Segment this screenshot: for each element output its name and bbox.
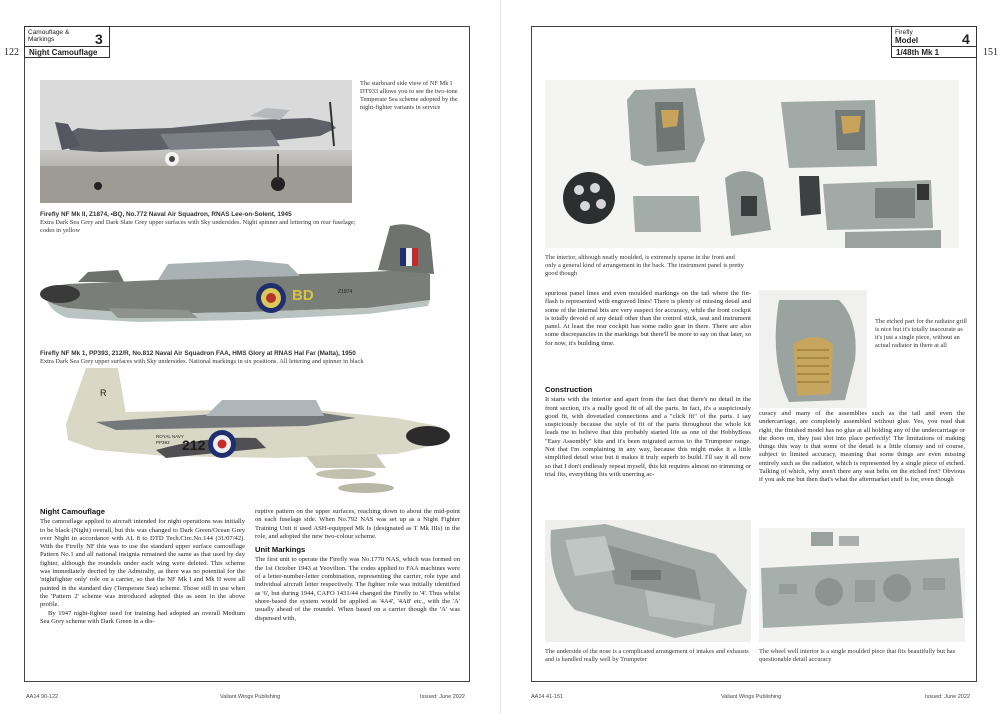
chapter-number: 4 <box>962 31 970 47</box>
subsection-name: Model <box>895 36 919 45</box>
section-subheading: 1/48th Mk 1 <box>892 46 976 59</box>
aircraft-photo-art <box>40 80 352 203</box>
aircraft-photo <box>40 80 352 203</box>
section-name: Camouflage & Markings <box>28 29 70 43</box>
profile-1-title: Firefly NF Mk II, Z1874, •BQ, No.772 Naval Air Squadron, RNAS Lee-on-Solent, 1945 <box>40 211 292 218</box>
column-2-continued-text: ruptive pattern on the upper surfaces, reaching down to about the mid-point on each fuselage side. When No.792 NAS was set up as a Night Fighter Training Unit it used ASH-equipped Mk Is (designated as T Mk IIIs) in the role, and adopted the new two-colour scheme. <box>255 508 460 540</box>
photo-caption: The starboard side view of NF Mk I DT933 allows you to see the two-tone Temperate Sea scheme adopted by the night-fighter variants in service <box>360 80 458 111</box>
interior-parts-photo <box>545 80 959 248</box>
profile-2-art <box>56 364 456 502</box>
profile-2-fin-letter: R <box>100 388 107 398</box>
radiator-art <box>759 290 867 408</box>
profile-2-code: 212 <box>182 437 206 453</box>
profile-1-serial: Z1874 <box>338 289 353 295</box>
nose-underside-photo <box>545 520 751 642</box>
footer-publisher: Valiant Wings Publishing <box>220 694 281 700</box>
night-camouflage-text-2: By 1947 night-fighter used for training had adopted an overall Medium Sea Grey scheme with Dark Green in a dis- <box>40 609 245 625</box>
page-number: 151 <box>983 47 998 58</box>
chapter-number: 3 <box>95 31 103 47</box>
profile-2-title: Firefly NF Mk 1, PP393, 212/R, No.812 Naval Air Squadron FAA, HMS Glory at RNAS Hal Far (Malta), 1950 <box>40 350 356 357</box>
footer-publisher: Valiant Wings Publishing <box>721 694 782 700</box>
chapter-header <box>891 26 977 58</box>
unit-markings-text: The first unit to operate the Firefly was No.1770 NAS, which was formed on the 1st October 1943 at Yeovilton. The codes applied to FAA machines were of a letter-number-letter combination, representing the carrier, role type and individual aircraft letter respectively. The fighter role was initially identified as '6', but during 1944, CAFO 1431/44 changed the Firefly to '4'. Thus whilst shore-based the system would be applied as '4A4', '4A8' etc., with the 'A' usually ahead of the roundel. When based on a carrier though the 'A' was dispensed with, <box>255 556 460 622</box>
nose-underside-art <box>545 520 751 642</box>
wheel-well-art <box>759 528 965 642</box>
body-column-b <box>545 386 751 479</box>
body-column-c: curacy and many of the assemblies such as the tail and even the undercarriage, are completely assembled without glue. Yes, you read that right, the finished model has no glue at all holding any of the undercarriage or the doors on, they just slot into place perfectly! The limitations of making things this way is that some of the detail is a little clumsy and of course, subject to limited accuracy, meaning that some things are even missing entirely such as the radiator, which is represented by a single piece of etched. Talking of which, why aren't there any seat belts on the etched fret? Obvious if you ask me but then that's what the aftermarket stuff is for, even though <box>759 410 965 484</box>
profile-1-code: BD <box>292 287 314 304</box>
profile-1-illustration <box>38 220 438 332</box>
body-column-2 <box>255 508 460 623</box>
wheel-well-caption: The wheel well interior is a single moulded piece that fits beautifully but has questionable detail accuracy <box>759 648 956 663</box>
profile-2-navy-text: ROYAL NAVY <box>156 434 184 439</box>
body-column-1 <box>40 508 245 626</box>
wheel-well-photo <box>759 528 965 642</box>
section-name: Firefly <box>895 29 913 36</box>
page-number: 122 <box>4 47 19 58</box>
footer-code: AA14 41-151 <box>531 694 564 700</box>
footer-issue: Issued: June 2022 <box>420 694 465 700</box>
right-page <box>500 0 1000 714</box>
profile-2-serial: PP393 <box>156 440 170 445</box>
chapter-header <box>24 26 110 58</box>
radiator-photo <box>759 290 867 408</box>
construction-heading: Construction <box>545 385 593 394</box>
section-subheading: Night Camouflage <box>25 46 109 59</box>
nose-caption: The underside of the nose is a complicated arrangement of intakes and exhausts and is handled really well by Trumpeter <box>545 648 749 663</box>
interior-parts-art <box>545 80 959 248</box>
profile-1-text: Extra Dark Sea Grey and Dark Slate Grey upper surfaces with Sky undersides. Night spinner and lettering on rear fuselage; codes in yellow <box>40 219 356 234</box>
profile-1-art <box>38 220 438 332</box>
unit-markings-heading: Unit Markings <box>255 545 306 555</box>
footer-issue: Issued: June 2022 <box>925 694 970 700</box>
night-camouflage-heading: Night Camouflage <box>40 507 105 516</box>
footer-code: AA14 90-122 <box>26 694 59 700</box>
profile-2-illustration <box>56 364 456 502</box>
interior-caption: The interior, although neatly moulded, is extremely sparse in the front and only a general kind of arrangement in the back. The instrument panel is pretty good though <box>545 254 744 277</box>
night-camouflage-text: The camouflage applied to aircraft intended for night operations was initially to be black (Night) overall, but this was changed to Dark Green/Ocean Grey over Night in accordance with AL 8 to DTD Tech.Circ.No.144 (31/07/42). With the Firefly NF this was to use the standard upper surface camouflage Pattern No.1 and all national insignia remained the same as that used by day fighter, although the roundels under each wing were deleted. This scheme was immediately decried by the Admiralty, as there was no potential for the 'nightfighter only' role on a carrier, so that the NF Mk I and Mk II were all painted in the standard day (Temperate Sea) scheme. Those still in use when the 'Pattern 2' scheme was introduced adopted this as seen in the above profile. <box>40 518 245 609</box>
construction-text: It starts with the interior and apart from the fact that there's no detail in the front section, it's a really good fit of all the parts. In fact, it's a suspiciously good fit, with dovetailed connections and a "click fit" of the parts. I say suspiciously because the style of fit of the parts throughout the whole kit leads me to believe that this probably started life as one of the HobbyBoss "Easy Assembly" kits and it's been migrated across to the Trumpeter range. Not that I'm complaining in any way, because this might make it a little simplified detail wise but it makes it truly superb to build. I'll say it all now so that I don't endlessly repeat myself, this kit requires almost no trimming or trial fits, everything fits with unerring ac- <box>545 396 751 478</box>
body-column-a: spurious panel lines and even moulded markings on the tail where the fin-flash is represented with engraved lines! There is plenty of missing detail and some of the internal bits are very suspect for accuracy, while the front cockpit is totally devoid of any detail other than the control stick, seat and instrument panel. At least the rear cockpit has some radio gear in there. There are also some discrepancies in the markings but there'll be more to say on that later, so for now, it's building time. <box>545 290 751 347</box>
radiator-caption: The etched part for the radiator grill is nice but it's totally inaccurate as it's just a single piece, without an actual radiator in there at all <box>875 318 967 349</box>
profile-2-text: Extra Dark Sea Grey upper surfaces with Sky undersides. National markings in six positions. All lettering and spinner in black <box>40 358 364 365</box>
